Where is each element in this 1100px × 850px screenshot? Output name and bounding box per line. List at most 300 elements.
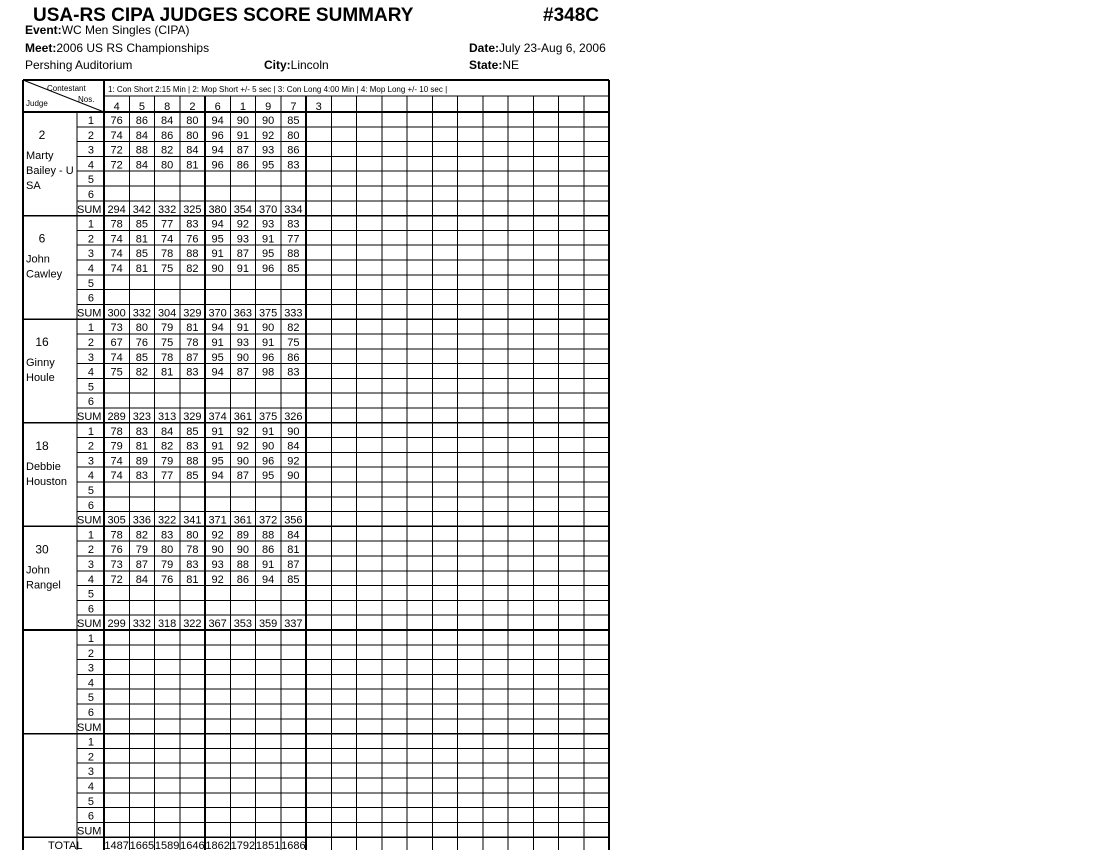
row-label: 3: [87, 559, 94, 571]
score-cell: 90: [262, 115, 275, 127]
city-value: Lincoln: [290, 58, 329, 72]
score-cell: 83: [135, 470, 148, 483]
row-label: 4: [87, 573, 94, 586]
row-label: 2: [87, 129, 94, 142]
judge-number: 6: [38, 231, 46, 246]
row-label: 3: [87, 248, 94, 261]
score-cell: 81: [135, 440, 148, 453]
score-cell: 91: [262, 559, 275, 571]
sum-cell: 380: [208, 203, 227, 216]
score-cell: 96: [262, 263, 275, 275]
row-label: 6: [87, 396, 94, 409]
sum-cell: 375: [258, 411, 278, 423]
total-label: TOTAL: [48, 840, 83, 850]
score-cell: 94: [211, 115, 224, 127]
score-cell: 78: [161, 351, 174, 364]
sum-cell: 329: [183, 411, 202, 423]
row-label: 1: [87, 529, 94, 542]
sum-cell: 370: [258, 203, 278, 216]
score-cell: 75: [161, 263, 174, 275]
score-cell: 79: [110, 440, 123, 453]
score-cell: 93: [236, 337, 249, 349]
total-cell: 1862: [205, 840, 230, 850]
score-cell: 92: [236, 425, 249, 438]
score-cell: 95: [211, 455, 224, 468]
sum-cell: 318: [157, 618, 177, 631]
score-cell: 81: [186, 573, 199, 586]
row-label: 5: [87, 795, 94, 808]
score-cell: 88: [236, 559, 249, 571]
sum-label: SUM: [77, 514, 102, 527]
score-cell: 86: [236, 573, 249, 586]
sum-cell: 356: [284, 514, 303, 527]
score-cell: 82: [135, 529, 148, 542]
row-label: 3: [87, 351, 94, 364]
row-label: 5: [87, 692, 94, 705]
score-cell: 95: [262, 159, 275, 172]
sum-cell: 354: [233, 203, 253, 216]
score-cell: 94: [211, 366, 224, 379]
judge-label: Judge: [26, 99, 48, 108]
row-label: 2: [87, 337, 94, 349]
score-cell: 87: [135, 559, 148, 571]
sum-cell: 322: [183, 618, 202, 631]
score-cell: 94: [211, 144, 224, 157]
score-cell: 83: [135, 425, 148, 438]
score-cell: 75: [287, 337, 300, 349]
score-cell: 74: [110, 351, 123, 364]
row-label: 6: [87, 499, 94, 512]
score-cell: 90: [287, 425, 300, 438]
judge-name-line: Debbie: [26, 460, 61, 473]
score-cell: 77: [161, 470, 174, 483]
score-cell: 90: [236, 455, 249, 468]
score-cell: 90: [236, 115, 249, 127]
sum-cell: 332: [132, 618, 152, 631]
contestant-number: 8: [164, 101, 171, 113]
judge-name-line: John: [26, 564, 50, 577]
sum-cell: 353: [233, 618, 253, 631]
sum-cell: 294: [107, 203, 126, 216]
row-label: 6: [87, 189, 94, 201]
contestant-number: 7: [290, 101, 297, 113]
total-cell: 1665: [129, 840, 155, 850]
row-label: 3: [87, 144, 94, 157]
row-label: 4: [87, 677, 94, 690]
score-cell: 84: [161, 425, 174, 438]
score-cell: 80: [186, 115, 199, 127]
score-cell: 89: [135, 455, 148, 468]
score-cell: 89: [236, 529, 249, 542]
judge-name-line: Cawley: [26, 268, 63, 281]
score-cell: 91: [236, 322, 249, 335]
score-cell: 83: [287, 218, 300, 231]
score-cell: 81: [161, 366, 174, 379]
score-cell: 88: [135, 144, 148, 157]
score-cell: 87: [287, 559, 300, 571]
sum-cell: 372: [258, 514, 278, 527]
score-cell: 90: [211, 544, 224, 557]
score-cell: 80: [135, 322, 148, 335]
score-cell: 92: [236, 218, 249, 231]
score-cell: 75: [161, 337, 174, 349]
score-cell: 88: [186, 248, 199, 261]
score-cell: 93: [262, 144, 275, 157]
score-cell: 81: [186, 159, 199, 172]
sum-cell: 342: [132, 203, 152, 216]
score-cell: 92: [236, 440, 249, 453]
judge-number: 16: [35, 335, 49, 350]
score-cell: 94: [262, 573, 275, 586]
score-cell: 91: [262, 233, 275, 246]
score-cell: 74: [110, 455, 123, 468]
row-label: 6: [87, 707, 94, 719]
score-cell: 92: [211, 529, 224, 542]
row-label: 6: [87, 810, 94, 823]
score-cell: 85: [287, 115, 300, 127]
score-cell: 87: [236, 144, 249, 157]
sum-cell: 371: [208, 514, 227, 527]
sum-cell: 300: [107, 307, 126, 320]
sum-cell: 304: [157, 307, 177, 320]
sum-label: SUM: [77, 203, 102, 216]
city-label: City:: [264, 58, 291, 72]
score-cell: 90: [236, 544, 249, 557]
score-cell: 91: [211, 440, 224, 453]
judge-number: 2: [38, 128, 46, 142]
row-label: 4: [87, 470, 94, 483]
score-cell: 74: [110, 263, 123, 275]
score-cell: 79: [135, 544, 148, 557]
score-cell: 83: [186, 366, 199, 379]
score-cell: 83: [161, 529, 174, 542]
score-cell: 95: [211, 233, 224, 246]
score-cell: 96: [262, 351, 275, 364]
score-cell: 88: [186, 455, 199, 468]
score-cell: 85: [135, 248, 148, 261]
sum-label: SUM: [77, 307, 102, 320]
sum-cell: 337: [284, 618, 303, 631]
score-cell: 84: [135, 159, 148, 172]
sum-cell: 367: [208, 618, 227, 631]
row-label: 5: [87, 277, 94, 290]
score-cell: 80: [186, 529, 199, 542]
score-cell: 94: [211, 322, 224, 335]
score-cell: 82: [135, 366, 148, 379]
sum-label: SUM: [77, 721, 102, 734]
score-cell: 86: [287, 144, 300, 157]
score-cell: 77: [287, 233, 300, 246]
score-cell: 82: [161, 440, 174, 453]
judge-name-line: Houle: [26, 372, 55, 385]
score-cell: 76: [110, 544, 123, 557]
score-cell: 85: [287, 573, 300, 586]
score-cell: 95: [262, 248, 275, 261]
score-cell: 92: [287, 455, 300, 468]
total-cell: 1589: [154, 840, 180, 850]
row-label: 5: [87, 485, 94, 497]
score-cell: 79: [161, 455, 174, 468]
score-cell: 79: [161, 559, 174, 571]
score-cell: 83: [186, 559, 199, 571]
sum-cell: 332: [157, 203, 177, 216]
sum-cell: 333: [284, 307, 303, 320]
row-label: 5: [87, 588, 94, 601]
row-label: 2: [87, 440, 94, 453]
nos-label: Nos.: [78, 95, 95, 104]
row-label: 5: [87, 174, 94, 187]
venue-value: Pershing Auditorium: [25, 58, 133, 72]
score-cell: 91: [262, 425, 275, 438]
judge-name-line: Rangel: [26, 579, 61, 592]
score-cell: 87: [186, 351, 199, 364]
score-cell: 72: [110, 159, 123, 172]
score-cell: 86: [161, 129, 174, 142]
score-cell: 91: [211, 248, 224, 261]
sum-cell: 326: [284, 411, 303, 423]
contestant-number: 9: [265, 101, 272, 113]
score-cell: 94: [211, 470, 224, 483]
score-cell: 88: [287, 248, 300, 261]
score-cell: 76: [186, 233, 199, 246]
contestant-number: 5: [138, 101, 145, 113]
score-cell: 74: [110, 233, 123, 246]
row-label: 3: [87, 766, 94, 779]
sum-cell: 375: [258, 307, 278, 320]
score-cell: 91: [211, 337, 224, 349]
score-cell: 95: [211, 351, 224, 364]
score-cell: 79: [161, 322, 174, 335]
meet-label: Meet:: [25, 41, 57, 55]
score-cell: 81: [135, 263, 148, 275]
score-cell: 93: [262, 218, 275, 231]
page-title: USA-RS CIPA JUDGES SCORE SUMMARY: [33, 5, 414, 26]
judge-name-line: SA: [26, 180, 41, 192]
score-cell: 93: [236, 233, 249, 246]
sum-cell: 334: [284, 203, 303, 216]
score-cell: 85: [135, 351, 148, 364]
score-cell: 87: [236, 366, 249, 379]
score-cell: 84: [161, 115, 174, 127]
judge-name-line: Houston: [26, 475, 67, 488]
score-cell: 82: [287, 322, 300, 335]
score-cell: 92: [211, 573, 224, 586]
score-cell: 77: [161, 218, 174, 231]
score-cell: 84: [135, 129, 148, 142]
row-label: 2: [87, 233, 94, 246]
row-label: 3: [87, 662, 94, 675]
total-cell: 1686: [281, 840, 306, 850]
score-cell: 75: [110, 366, 123, 379]
total-cell: 1646: [180, 840, 205, 850]
sum-cell: 313: [157, 411, 177, 423]
sum-cell: 299: [107, 618, 126, 631]
score-cell: 80: [186, 129, 199, 142]
sum-label: SUM: [77, 618, 102, 631]
judge-number: 30: [35, 542, 49, 557]
score-cell: 86: [135, 115, 148, 127]
score-cell: 78: [110, 425, 123, 438]
sum-cell: 374: [208, 411, 227, 423]
score-cell: 82: [161, 144, 174, 157]
score-cell: 80: [161, 159, 174, 172]
sum-cell: 336: [132, 514, 152, 527]
score-cell: 93: [211, 559, 224, 571]
judge-name-line: Marty: [26, 150, 54, 162]
score-cell: 90: [211, 263, 224, 275]
sum-cell: 325: [183, 203, 202, 216]
total-cell: 1792: [230, 840, 256, 850]
score-cell: 67: [110, 337, 123, 349]
score-cell: 78: [110, 529, 123, 542]
score-cell: 96: [211, 159, 224, 172]
score-cell: 84: [135, 573, 148, 586]
contestant-number: 6: [214, 101, 221, 113]
score-cell: 83: [186, 440, 199, 453]
sum-cell: 322: [157, 514, 177, 527]
score-cell: 85: [287, 263, 300, 275]
contestant-number: 2: [189, 101, 196, 113]
score-cell: 86: [262, 544, 275, 557]
date-label: Date:: [469, 41, 500, 55]
score-cell: 84: [287, 529, 300, 542]
event-label: Event:: [25, 23, 62, 37]
score-cell: 87: [236, 248, 249, 261]
row-label: 1: [87, 322, 94, 335]
score-cell: 74: [110, 248, 123, 261]
score-cell: 74: [110, 470, 123, 483]
score-cell: 91: [236, 263, 249, 275]
judge-name-line: Ginny: [26, 357, 55, 370]
score-cell: 78: [161, 248, 174, 261]
score-cell: 88: [262, 529, 275, 542]
row-label: 6: [87, 603, 94, 616]
score-cell: 84: [186, 144, 199, 157]
row-label: 5: [87, 381, 94, 394]
score-cell: 81: [287, 544, 300, 557]
score-cell: 98: [262, 366, 275, 379]
contestant-number: 3: [315, 101, 322, 113]
score-cell: 80: [161, 544, 174, 557]
sum-cell: 361: [233, 411, 253, 423]
score-cell: 76: [110, 115, 123, 127]
score-cell: 85: [186, 425, 199, 438]
judge-name-line: John: [26, 253, 50, 266]
sum-label: SUM: [77, 411, 102, 423]
score-cell: 83: [287, 366, 300, 379]
score-cell: 78: [110, 218, 123, 231]
row-label: 2: [87, 544, 94, 557]
score-cell: 74: [110, 129, 123, 142]
row-label: 4: [87, 263, 94, 275]
score-cell: 91: [236, 129, 249, 142]
score-cell: 96: [262, 455, 275, 468]
score-cell: 76: [135, 337, 148, 349]
sum-cell: 370: [208, 307, 227, 320]
state-value: NE: [502, 58, 520, 72]
score-cell: 81: [186, 322, 199, 335]
score-cell: 83: [287, 159, 300, 172]
score-cell: 94: [211, 218, 224, 231]
score-cell: 76: [161, 573, 174, 586]
score-cell: 92: [262, 129, 275, 142]
score-cell: 87: [236, 470, 249, 483]
score-cell: 78: [186, 544, 199, 557]
row-label: 1: [87, 736, 94, 749]
score-cell: 96: [211, 129, 224, 142]
row-label: 1: [87, 218, 94, 231]
sum-cell: 359: [258, 618, 278, 631]
row-label: 1: [87, 425, 94, 438]
meet-value: 2006 US RS Championships: [56, 41, 210, 55]
state-label: State:: [469, 58, 503, 72]
score-cell: 90: [236, 351, 249, 364]
sum-cell: 289: [107, 411, 126, 423]
score-cell: 74: [161, 233, 174, 246]
score-cell: 82: [186, 263, 199, 275]
sum-cell: 332: [132, 307, 152, 320]
document-number: #348C: [543, 5, 599, 26]
criteria-caption: 1: Con Short 2:15 Min | 2: Mop Short +/- 5 sec | 3: Con Long 4:00 Min | 4: Mop Long +/- 10 sec |: [108, 85, 448, 94]
score-cell: 90: [262, 440, 275, 453]
score-cell: 81: [135, 233, 148, 246]
sum-cell: 361: [233, 514, 253, 527]
row-label: 3: [87, 455, 94, 468]
score-cell: 85: [135, 218, 148, 231]
score-cell: 91: [211, 425, 224, 438]
row-label: 6: [87, 292, 94, 305]
score-cell: 78: [186, 337, 199, 349]
sum-cell: 305: [107, 514, 126, 527]
event-value: WC Men Singles (CIPA): [61, 23, 190, 37]
score-cell: 86: [287, 351, 300, 364]
score-cell: 90: [287, 470, 300, 483]
judge-number: 18: [35, 438, 49, 453]
judge-name-line: Bailey - U: [26, 165, 74, 177]
sum-cell: 329: [183, 307, 202, 320]
score-cell: 84: [287, 440, 300, 453]
contestant-number: 1: [239, 101, 246, 113]
score-cell: 85: [186, 470, 199, 483]
score-cell: 73: [110, 322, 123, 335]
row-label: 2: [87, 751, 94, 764]
contestant-number: 4: [113, 101, 120, 113]
row-label: 1: [87, 633, 94, 645]
sum-cell: 341: [183, 514, 202, 527]
total-cell: 1851: [255, 840, 281, 850]
score-cell: 86: [236, 159, 249, 172]
row-label: 4: [87, 159, 94, 172]
score-cell: 95: [262, 470, 275, 483]
row-label: 4: [87, 366, 94, 379]
sum-cell: 323: [132, 411, 152, 423]
row-label: 2: [87, 647, 94, 660]
row-label: 4: [87, 781, 94, 793]
date-value: July 23-Aug 6, 2006: [499, 41, 606, 55]
score-cell: 90: [262, 322, 275, 335]
score-cell: 72: [110, 573, 123, 586]
row-label: 1: [87, 115, 94, 127]
score-cell: 72: [110, 144, 123, 157]
sum-label: SUM: [77, 825, 102, 838]
score-cell: 83: [186, 218, 199, 231]
score-cell: 73: [110, 559, 123, 571]
score-cell: 80: [287, 129, 300, 142]
sum-cell: 363: [233, 307, 253, 320]
contestant-label: Contestant: [47, 84, 86, 93]
total-cell: 1487: [104, 840, 129, 850]
score-cell: 91: [262, 337, 275, 349]
